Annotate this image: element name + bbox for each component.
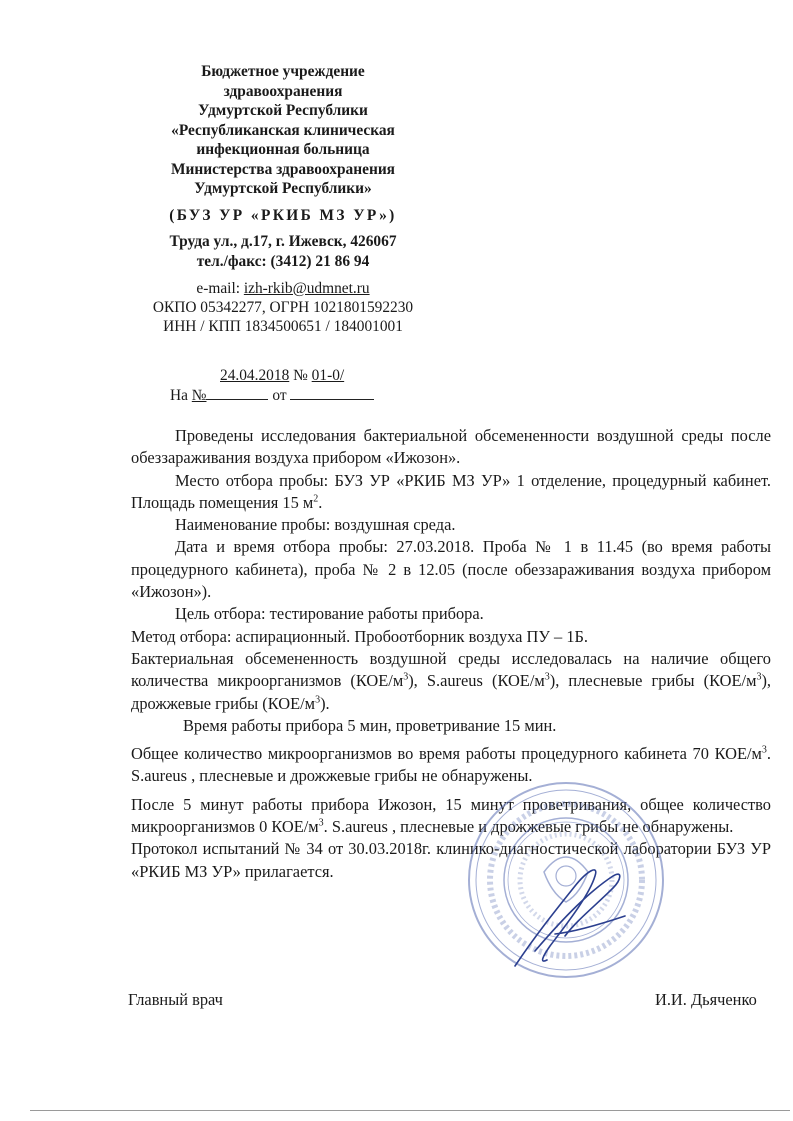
paragraph-sample-time: Дата и время отбора пробы: 27.03.2018. Проба № 1 в 11.45 (во время работы процедурного кабинета), проба № 2 в 12.05 (после обеззараживания воздуха прибором «Ижозон»). [131,537,771,602]
paragraph-result-before [131,743,771,788]
letter-body [131,425,771,883]
superscript: 3 [318,817,324,829]
email-line [118,279,448,298]
phone: тел./факс: (3412) 21 86 94 [196,252,370,270]
superscript: 3 [756,671,762,683]
registration-block [118,279,448,336]
reply-date-blank [290,385,374,400]
superscript: 3 [544,671,550,683]
org-line: Удмуртской Республики [198,102,368,119]
reply-prefix: На [170,387,192,404]
reply-to-line [170,385,410,405]
paragraph-contamination [131,648,771,715]
paragraph-sampling-place [131,470,771,515]
reply-number-blank [206,385,268,400]
paragraph-result-after [131,794,771,839]
org-abbreviation: (БУЗ УР «РКИБ МЗ УР») [169,206,397,224]
contamination-text: ), S.aureus (КОЕ/м [408,671,545,691]
outgoing-number-line [170,366,410,385]
superscript: 2 [313,493,319,505]
handwritten-signature [495,856,645,976]
signatory-name: И.И. Дьяченко [655,990,757,1009]
paragraph-protocol: Протокол испытаний № 34 от 30.03.2018г. клинико-диагностической лаборатории БУЗ УР «РКИБ МЗ УР» прилагается. [131,839,771,881]
signatory-position: Главный врач [128,990,223,1009]
letter-number: 01-0/ [311,367,345,384]
outgoing-reference [170,366,410,405]
result-text: . S.aureus , плесневые и дрожжевые грибы не обнаружены. [323,817,734,837]
reply-from: от [272,387,287,404]
letter-date: 24.04.2018 [220,367,290,384]
address: Труда ул., д.17, г. Ижевск, 426067 [169,232,397,250]
letterhead [118,62,448,336]
org-line: инфекционная больница [196,141,370,158]
org-line: Удмуртской Республики» [194,180,372,197]
superscript: 3 [761,744,767,756]
sampling-place-end: . [318,492,323,512]
result-text: Общее количество микроорганизмов во время работы процедурного кабинета 70 КОЕ/м [131,744,762,764]
org-line: Бюджетное учреждение [201,63,365,80]
okpo-line: ОКПО 05342277, ОГРН 1021801592230 [152,298,414,316]
contamination-text: ), дрожжевые грибы (КОЕ/м [131,671,772,713]
email-link[interactable]: izh-rkib@udmnet.ru [243,279,370,297]
paragraph-sample-name: Наименование пробы: воздушная среда. [175,515,456,535]
superscript: 3 [403,671,409,683]
paragraph-study: Проведены исследования бактериальной обсемененности воздушной среды после обеззараживания воздуха прибором «Ижозон». [131,426,771,468]
org-line: Министерства здравоохранения [170,160,396,178]
result-text: После 5 минут работы прибора Ижозон, 15 минут проветривания, общее количество микроорганизмов 0 КОЕ/м [131,794,771,837]
contamination-text: Бактериальная обсемененность воздушной среды исследовалась на наличие общего количества микроорганизмов (КОЕ/м [131,648,771,691]
paragraph-method: Метод отбора: аспирационный. Пробоотборник воздуха ПУ – 1Б. [131,626,589,646]
paragraph-operating-time: Время работы прибора 5 мин, проветривание 15 мин. [183,715,557,735]
result-text: . S.aureus , плесневые и дрожжевые грибы не обнаружены. [131,744,771,786]
org-line: «Республиканская клиническая [171,121,395,139]
org-line: здравоохранения [223,82,343,100]
contamination-text: ), плесневые грибы (КОЕ/м [549,671,757,691]
reply-number-sign: № [191,387,207,404]
contamination-text: ). [320,693,330,713]
email-label: e-mail: [196,279,244,297]
organization-name [118,62,448,199]
page-bottom-rule [30,1110,790,1111]
superscript: 3 [315,694,321,706]
sampling-place-text: Место отбора пробы: БУЗ УР «РКИБ МЗ УР» 1 отделение, процедурный кабинет. Площадь помещения 15 м [131,470,771,512]
inn-line: ИНН / КПП 1834500651 / 184001001 [163,317,403,335]
number-sign: № [293,367,308,384]
address-block [118,232,448,272]
paragraph-purpose: Цель отбора: тестирование работы прибора. [175,604,484,624]
